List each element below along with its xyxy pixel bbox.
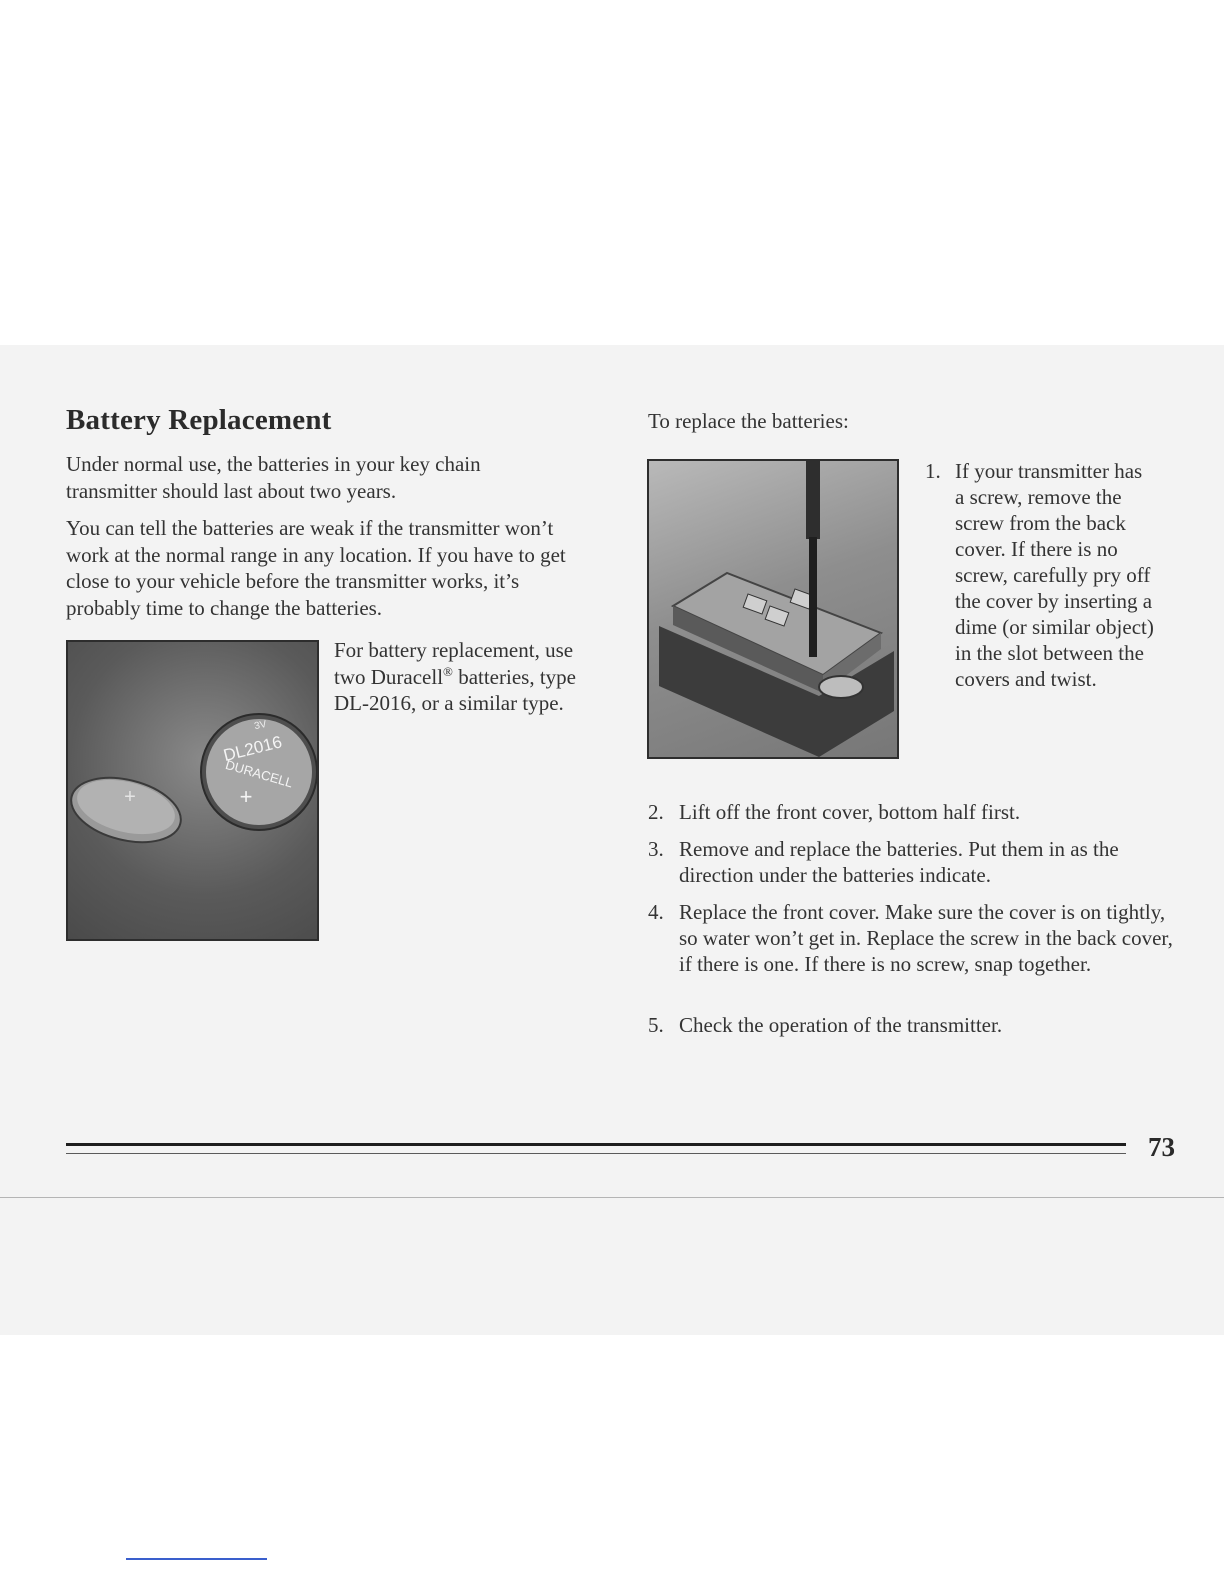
battery-plus-label: + <box>239 784 253 809</box>
battery-model-label: DL2016 <box>221 732 284 766</box>
batteries-illustration <box>68 642 317 939</box>
transmitter-illustration <box>649 461 897 757</box>
step-number: 5. <box>648 1013 664 1037</box>
step-number: 3. <box>648 837 664 861</box>
divider <box>0 1197 1224 1198</box>
section-heading: Battery Replacement <box>66 404 332 436</box>
step-item <box>648 799 1178 825</box>
step-item <box>648 1012 1178 1038</box>
battery-back-plus: + <box>124 786 136 808</box>
step-number: 1. <box>925 459 941 483</box>
step-text: Check the operation of the transmitter. <box>679 1013 1003 1037</box>
battery-voltage-label: 3V <box>253 718 268 733</box>
batteries-photo <box>66 640 319 941</box>
bottom-bar <box>126 1558 267 1560</box>
battery-type-caption <box>334 637 604 717</box>
step-item <box>648 836 1178 888</box>
step-item <box>648 899 1178 977</box>
footer-rule <box>66 1143 1126 1146</box>
step-number: 2. <box>648 800 664 824</box>
paragraph-battery-life: Under normal use, the batteries in your key chain transmitter should last about two years. <box>66 452 481 503</box>
step-text: Remove and replace the batteries. Put them in as the direction under the batteries indicate. <box>679 837 1119 887</box>
caption-start: For battery replacement, use two Duracell <box>334 638 574 689</box>
battery-brand-label: DURACELL <box>223 756 295 791</box>
step-item <box>925 458 1155 692</box>
paragraph-weak-batteries: You can tell the batteries are weak if the transmitter won’t work at the normal range in any location. If you have to get close to your vehicle before the transmitter works, it’s probably time to change the batteries. <box>66 516 566 620</box>
step-text: Replace the front cover. Make sure the cover is on tightly, so water won’t get in. Replace the screw in the back cover, if there is one. If there is no screw, snap together. <box>679 900 1173 976</box>
steps-intro: To replace the batteries: <box>648 409 849 433</box>
footer-rule-thin <box>66 1153 1126 1154</box>
page-number: 73 <box>1148 1132 1175 1162</box>
step-text: Lift off the front cover, bottom half first. <box>679 800 1021 824</box>
step-text: If your transmitter has a screw, remove the screw from the back cover. If there is no screw, carefully pry off the cover by inserting a dime (or similar object) in the slot between the covers and twist. <box>955 459 1154 691</box>
registered-mark: ® <box>443 663 453 679</box>
step-number: 4. <box>648 900 664 924</box>
caption-end: batteries, type DL-2016, or a similar type. <box>334 664 576 715</box>
transmitter-photo <box>647 459 899 759</box>
